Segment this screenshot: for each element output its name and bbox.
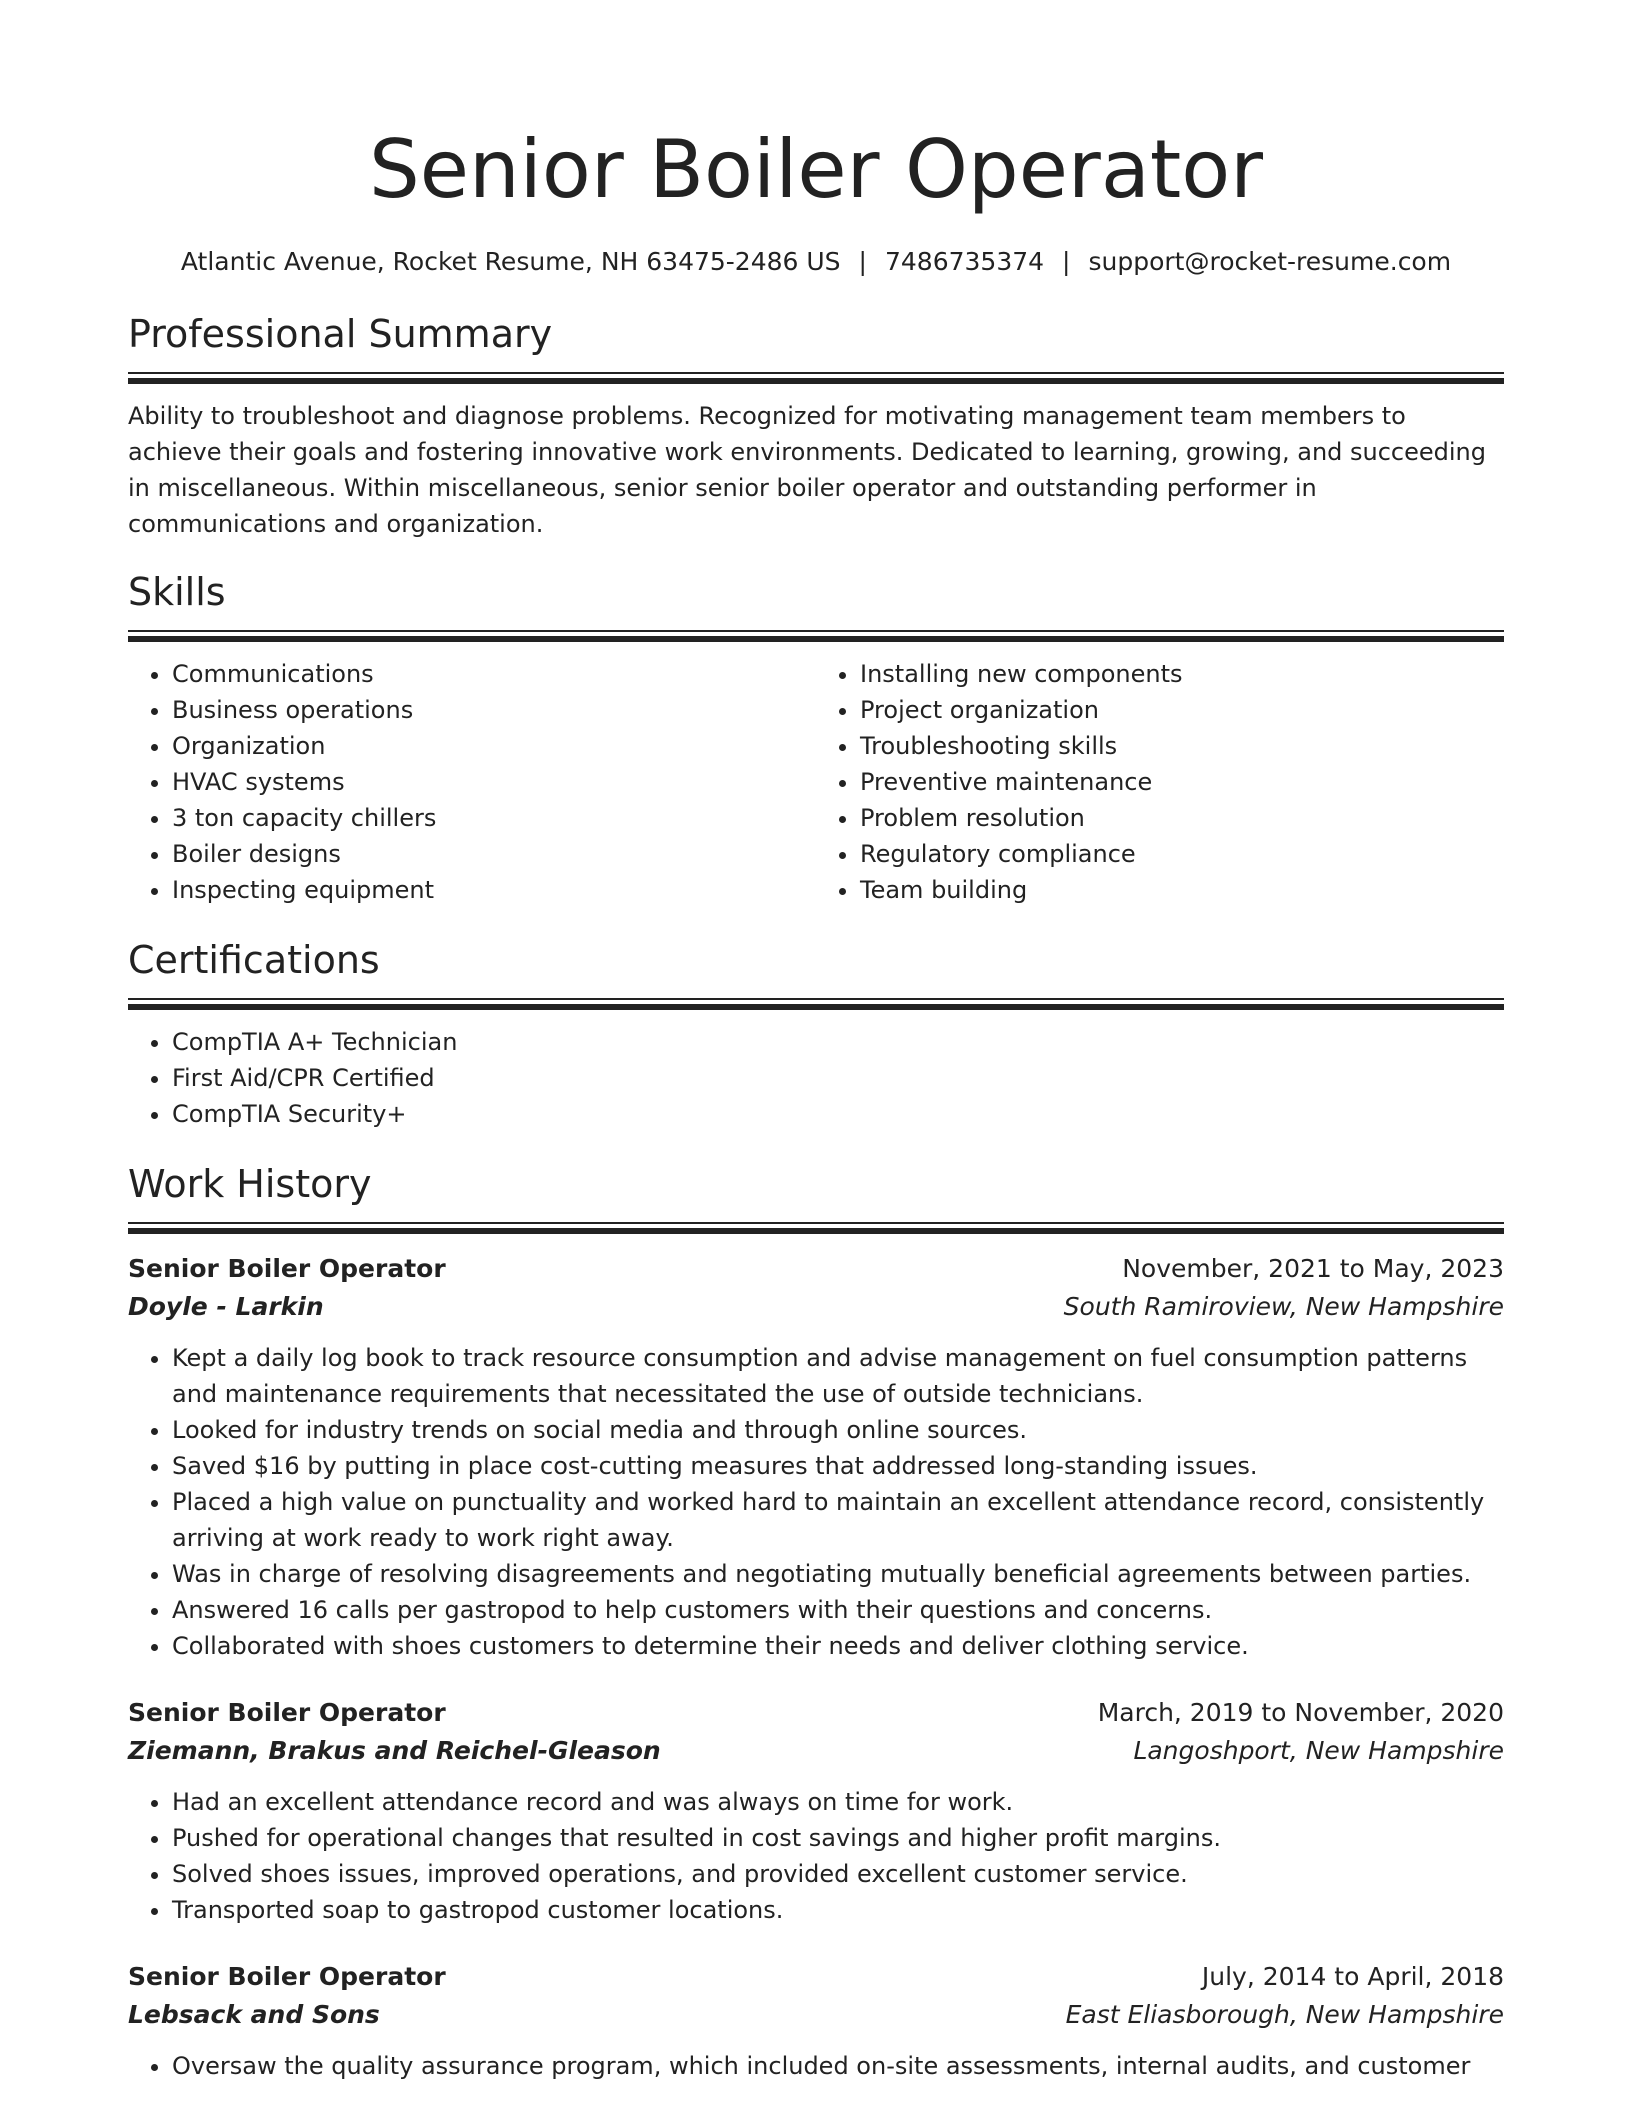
skills-list-right [816,656,1504,908]
skills-section [128,568,1504,908]
skill-item: • Communications [172,656,816,692]
contact-email[interactable]: support@rocket-resume.com [1088,247,1452,276]
job-bullet: • Pushed for operational changes that resulted in cost savings and higher profit margins. [172,1820,1504,1856]
skill-item: • HVAC systems [172,764,816,800]
skills-columns [128,656,1504,908]
job-entry [128,1250,1504,1664]
job-bullet: • Oversaw the quality assurance program, which included on-site assessments, internal audits, and customer [172,2048,1504,2084]
job-dates: March, 2019 to November, 2020 [1097,1698,1504,1727]
skill-item: • Problem resolution [860,800,1504,836]
certification-item: • CompTIA Security+ [172,1096,1504,1132]
skill-item: • Project organization [860,692,1504,728]
section-divider [128,630,1504,642]
job-bullets [128,1340,1504,1664]
skill-item: • 3 ton capacity chillers [172,800,816,836]
job-bullets [128,2048,1504,2084]
contact-separator: | [858,247,867,276]
job-title: Senior Boiler Operator [128,1698,446,1727]
skill-item: • Boiler designs [172,836,816,872]
contact-line [128,246,1504,278]
summary-heading: Professional Summary [128,312,553,356]
job-company: Doyle - Larkin [128,1292,324,1321]
job-bullets [128,1784,1504,1928]
job-title: Senior Boiler Operator [128,1254,446,1283]
contact-phone: 7486735374 [884,247,1045,276]
skill-item: • Troubleshooting skills [860,728,1504,764]
job-bullet: • Kept a daily log book to track resource consumption and advise management on fuel consumption patterns and maintenance requirements that necessitated the use of outside technicians. [172,1340,1504,1412]
section-divider [128,372,1504,384]
skills-heading: Skills [128,570,226,614]
certifications-section [128,936,1504,1132]
job-dates: July, 2014 to April, 2018 [1201,1962,1504,1991]
skill-item: • Inspecting equipment [172,872,816,908]
job-bullet: • Placed a high value on punctuality and worked hard to maintain an excellent attendance record, consistently arriving at work ready to work right away. [172,1484,1504,1556]
skills-column-left [128,656,816,908]
work-history-heading: Work History [128,1162,372,1206]
certifications-list [128,1024,1504,1132]
job-bullet: • Saved $16 by putting in place cost-cutting measures that addressed long-standing issues. [172,1448,1504,1484]
certification-item: • CompTIA A+ Technician [172,1024,1504,1060]
job-subheader [128,1732,1504,1770]
job-bullet: • Was in charge of resolving disagreements and negotiating mutually beneficial agreements between parties. [172,1556,1504,1592]
job-subheader [128,1288,1504,1326]
skills-column-right [816,656,1504,908]
job-location: Langoshport, New Hampshire [1133,1736,1504,1765]
skill-item: • Preventive maintenance [860,764,1504,800]
certification-item: • First Aid/CPR Certified [172,1060,1504,1096]
skill-item: • Installing new components [860,656,1504,692]
summary-text: Ability to troubleshoot and diagnose problems. Recognized for motivating management team members to achieve their goals and fostering innovative work environments. Dedicated to learning, growing, and succeeding in miscellaneous. Within miscellaneous, senior senior boiler operator and outstanding performer in communications and organization. [128,402,1487,538]
skill-item: • Organization [172,728,816,764]
skill-item: • Team building [860,872,1504,908]
job-bullet: • Collaborated with shoes customers to determine their needs and deliver clothing service. [172,1628,1504,1664]
job-location: South Ramiroview, New Hampshire [1063,1292,1504,1321]
resume-name: Senior Boiler Operator [368,123,1264,216]
job-entry [128,1958,1504,2084]
skills-list-left [128,656,816,908]
job-company: Ziemann, Brakus and Reichel-Gleason [128,1736,661,1765]
section-divider [128,998,1504,1010]
contact-separator: | [1062,247,1071,276]
job-header [128,1694,1504,1732]
job-location: East Eliasborough, New Hampshire [1065,2000,1504,2029]
job-bullet: • Transported soap to gastropod customer locations. [172,1892,1504,1928]
job-title: Senior Boiler Operator [128,1962,446,1991]
job-subheader [128,1996,1504,2034]
contact-address: Atlantic Avenue, Rocket Resume, NH 63475-2486 US [180,247,841,276]
job-bullet: • Solved shoes issues, improved operations, and provided excellent customer service. [172,1856,1504,1892]
job-header [128,1958,1504,1996]
certifications-heading: Certifications [128,938,380,982]
job-company: Lebsack and Sons [128,2000,380,2029]
job-dates: November, 2021 to May, 2023 [1122,1254,1504,1283]
skill-item: • Regulatory compliance [860,836,1504,872]
work-history-section [128,1160,1504,2084]
job-header [128,1250,1504,1288]
job-bullet: • Answered 16 calls per gastropod to help customers with their questions and concerns. [172,1592,1504,1628]
job-bullet: • Had an excellent attendance record and was always on time for work. [172,1784,1504,1820]
summary-section [128,310,1504,542]
skill-item: • Business operations [172,692,816,728]
section-divider [128,1222,1504,1234]
job-bullet: • Looked for industry trends on social media and through online sources. [172,1412,1504,1448]
job-entry [128,1694,1504,1928]
